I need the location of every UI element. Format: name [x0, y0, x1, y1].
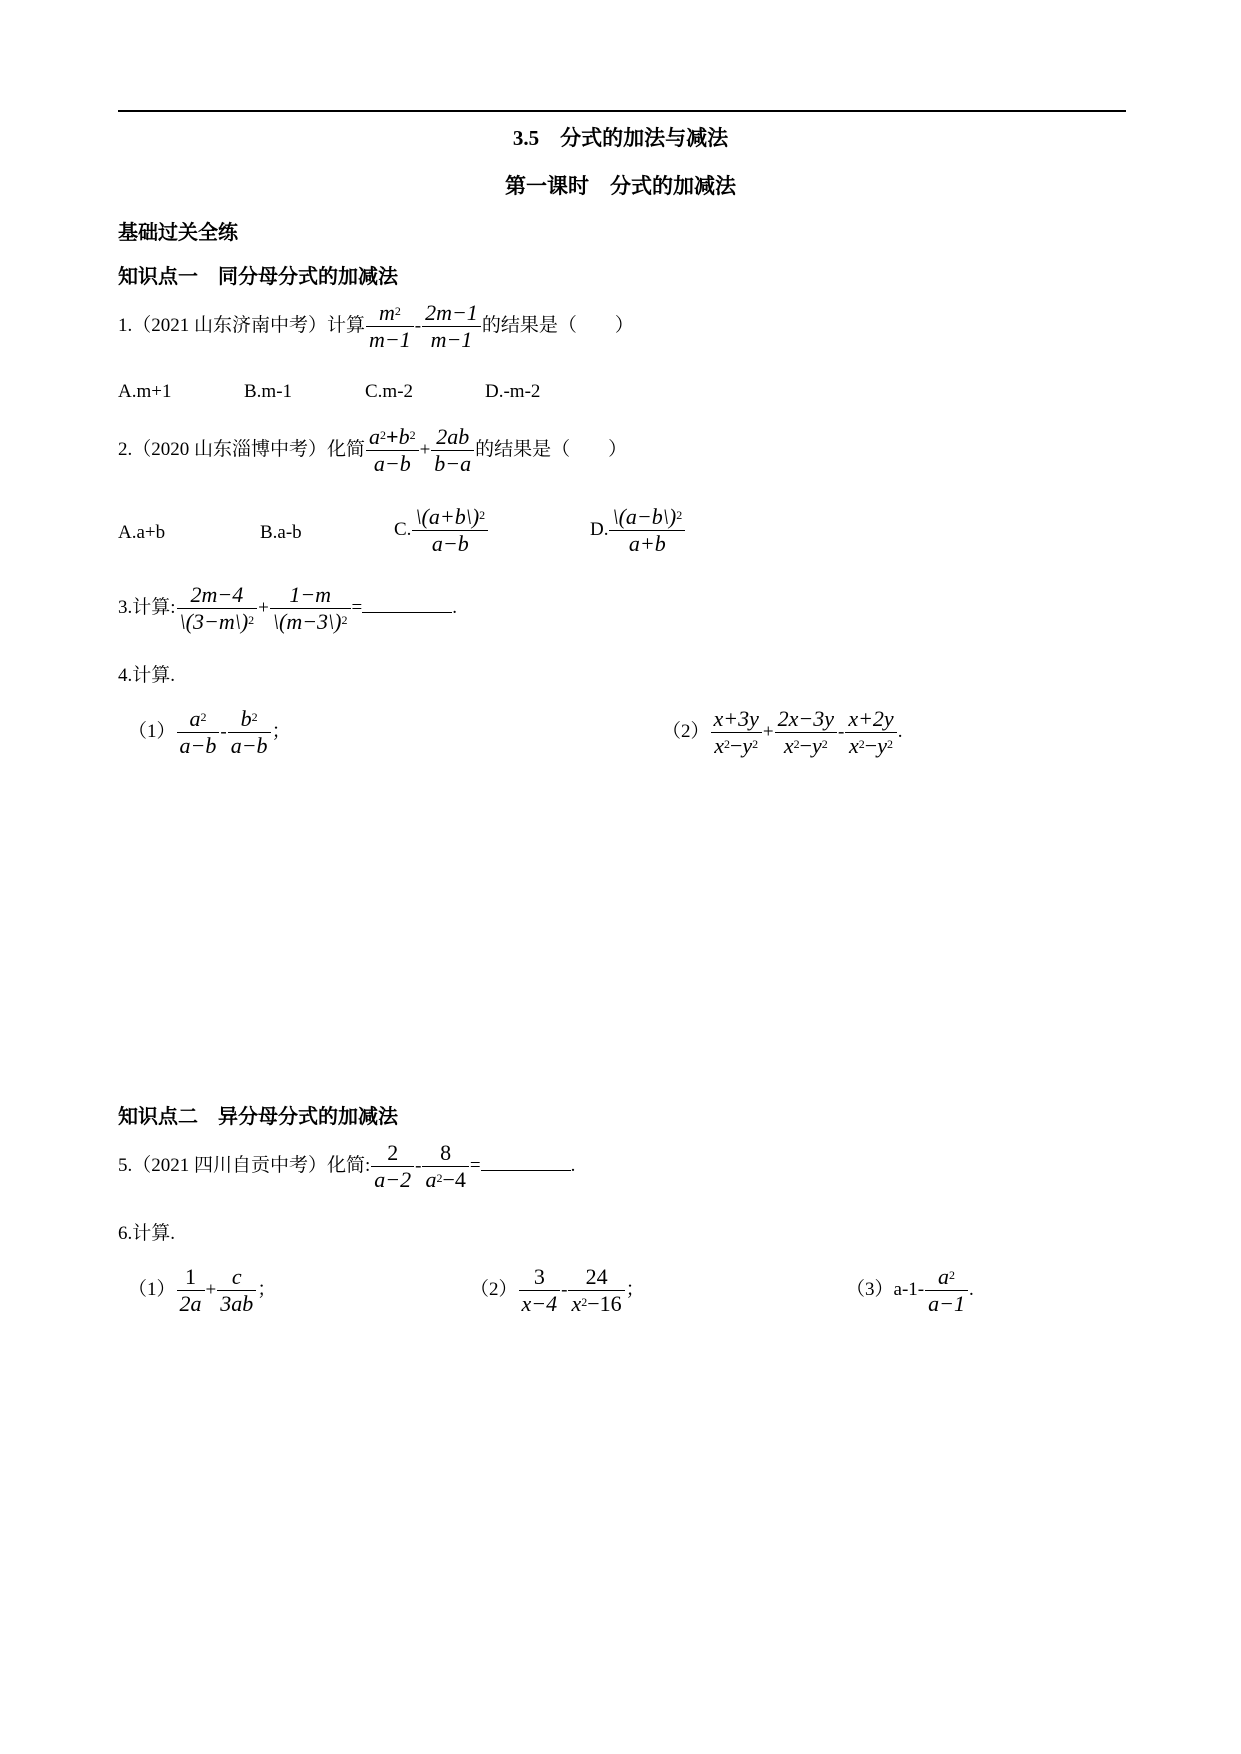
question-2 — [118, 424, 627, 477]
q3-f2-den: \(m−3\) — [272, 609, 342, 634]
q3-f2-num: 1−m — [270, 582, 351, 609]
q4-p2-f3-den-ysup: 2 — [886, 737, 893, 751]
q3-prefix: 3.计算: — [118, 596, 176, 618]
q4-p1-f2-sup: 2 — [251, 710, 258, 724]
q3-f2-den-sup: 2 — [341, 613, 348, 627]
q6-p1-fraction-2 — [217, 1264, 256, 1317]
q5-f2-den-a: a — [425, 1167, 437, 1192]
q6-p1-f1-num: 1 — [177, 1264, 205, 1291]
q4-p2-f2-den-ysup: 2 — [821, 737, 828, 751]
q4-part-1 — [128, 706, 291, 759]
q5-f1-den: a−2 — [374, 1167, 412, 1192]
q4-p1-fraction-1 — [177, 706, 220, 759]
q1-option-b: B.m-1 — [244, 381, 293, 402]
q6-p3-end: . — [968, 1278, 974, 1300]
q4-p2-f1-den-xsup: 2 — [723, 737, 730, 751]
q4-p1-end: ； — [271, 720, 291, 742]
q6-p1-end: ； — [257, 1278, 277, 1300]
q2-prefix: 2.（2020 山东淄博中考）化简 — [118, 438, 366, 460]
q6-p3-lead: a-1- — [893, 1278, 925, 1300]
q1-suffix: 的结果是（ ） — [481, 314, 634, 336]
q4-p2-fraction-1 — [711, 706, 762, 759]
q2-fraction-2 — [431, 424, 474, 477]
q5-prefix: 5.（2021 四川自贡中考）化简: — [118, 1154, 371, 1176]
q2-f1-b: b — [398, 424, 410, 449]
q6-p2-f2-den-rest: −16 — [587, 1291, 622, 1316]
q4-p2-f1-den-minus: − — [729, 733, 743, 758]
q6-p2-op: - — [561, 1279, 568, 1301]
q1-op: - — [414, 315, 422, 337]
q6-p1-f2-den: 3ab — [220, 1291, 254, 1316]
q1-option-a: A.m+1 — [118, 381, 172, 402]
q3-answer-blank[interactable] — [362, 611, 452, 613]
q2-optd-sup: 2 — [676, 508, 683, 522]
q6-p2-fraction-1 — [519, 1264, 561, 1317]
q2-optd-num: \(a−b\) — [612, 504, 677, 529]
q1-fraction-1 — [366, 300, 414, 353]
q2-f1-plus: + — [386, 424, 399, 449]
q6-p1-fraction-1 — [177, 1264, 205, 1317]
q6-p2-f2-den-sup: 2 — [581, 1295, 588, 1309]
q5-f2-num: 8 — [422, 1140, 468, 1167]
q4-p2-f3-den-y: y — [877, 733, 887, 758]
q2-option-c — [394, 504, 489, 557]
q1-option-d: D.-m-2 — [485, 381, 541, 402]
q4-p1-fraction-2 — [228, 706, 271, 759]
q4-p2-f3-den-minus: − — [864, 733, 878, 758]
q3-f1-num: 2m−4 — [177, 582, 258, 609]
q2-optd-fraction — [609, 504, 685, 557]
q4-p2-op2: - — [837, 721, 845, 743]
q6-p1-op: + — [205, 1279, 217, 1301]
q5-f1-num: 2 — [371, 1140, 414, 1167]
q4-p2-fraction-2 — [775, 706, 837, 759]
q2-optc-num: \(a+b\) — [415, 504, 480, 529]
q2-optd-label: D. — [590, 518, 609, 540]
q6-p2-fraction-2 — [568, 1264, 624, 1317]
q3-end: . — [452, 596, 457, 618]
q6-p3-label: （3） — [846, 1278, 894, 1300]
q4-p2-f2-num: 2x−3y — [775, 706, 837, 733]
q5-f2-den-rest: −4 — [442, 1167, 466, 1192]
q2-optc-fraction — [412, 504, 488, 557]
q6-p1-f2-num: c — [217, 1264, 256, 1291]
q3-op: + — [258, 597, 269, 619]
q2-option-a: A.a+b — [118, 522, 166, 543]
q1-f1-den: m−1 — [369, 327, 411, 352]
top-rule — [118, 110, 1126, 112]
q6-p3-num-sup: 2 — [949, 1268, 956, 1282]
q2-f2-num: 2ab — [431, 424, 474, 451]
q4-p2-f2-den-xsup: 2 — [793, 737, 800, 751]
q2-f1-a: a — [369, 424, 381, 449]
q4-p2-f1-den-y: y — [742, 733, 753, 758]
q5-answer-blank[interactable] — [481, 1169, 571, 1171]
q2-f1-den: a−b — [373, 451, 411, 476]
question-1 — [118, 300, 634, 353]
q4-p1-f1-sup: 2 — [200, 710, 207, 724]
q4-p2-f1-den-x: x — [714, 733, 724, 758]
q4-p2-f2-den-minus: − — [799, 733, 812, 758]
q1-fraction-2 — [422, 300, 481, 353]
q4-p2-end: . — [897, 720, 903, 742]
lesson-title: 第一课时 分式的加减法 — [505, 174, 736, 198]
q6-p1-f1-den: 2a — [179, 1291, 202, 1316]
q4-prefix: 4.计算. — [118, 665, 176, 686]
q2-optd-den: a+b — [628, 531, 666, 556]
kp1-heading: 知识点一 同分母分式的加减法 — [118, 266, 398, 288]
q1-f2-num: 2m−1 — [422, 300, 481, 327]
q4-p2-f3-den-x: x — [849, 733, 859, 758]
q1-f1-num: m — [378, 300, 395, 325]
question-5 — [118, 1140, 575, 1193]
q4-p2-f2-den-x: x — [783, 733, 794, 758]
q6-p2-f2-num: 24 — [568, 1264, 624, 1291]
q4-p2-f2-den-y: y — [812, 733, 822, 758]
q6-p3-num: a — [938, 1264, 950, 1289]
q4-p2-label: （2） — [662, 720, 710, 742]
q4-p2-op1: + — [762, 721, 774, 743]
q1-option-c: C.m-2 — [365, 381, 414, 402]
q2-f2-den: b−a — [434, 451, 472, 476]
q6-p3-den: a−1 — [928, 1291, 965, 1316]
question-3 — [118, 582, 457, 635]
q4-part-2 — [662, 706, 902, 759]
q4-p2-f1-num: x+3y — [711, 706, 762, 733]
q4-p1-label: （1） — [128, 720, 176, 742]
q6-p2-f1-num: 3 — [519, 1264, 561, 1291]
q6-p2-label: （2） — [470, 1278, 518, 1300]
q4-p2-f3-num: x+2y — [845, 706, 896, 733]
q5-f2-den-sup: 2 — [436, 1171, 443, 1185]
q6-p1-label: （1） — [128, 1278, 176, 1300]
q5-end: . — [570, 1154, 576, 1176]
q4-p2-fraction-3 — [845, 706, 896, 759]
q6-p2-end: ； — [625, 1278, 645, 1300]
section-title: 3.5 分式的加法与减法 — [512, 126, 729, 150]
q3-f1-den-sup: 2 — [248, 613, 255, 627]
q4-p2-f3-den-xsup: 2 — [858, 737, 865, 751]
q3-fraction-2 — [270, 582, 351, 635]
q5-fraction-1 — [371, 1140, 414, 1193]
q4-p2-f1-den-ysup: 2 — [752, 737, 759, 751]
q2-option-b: B.a-b — [260, 522, 302, 543]
q2-op: + — [419, 439, 431, 461]
q3-equals: = — [351, 596, 363, 618]
q4-p1-f2-num: b — [240, 706, 252, 731]
q2-fraction-1 — [366, 424, 419, 477]
q6-part-1 — [128, 1264, 276, 1317]
q1-f2-den: m−1 — [430, 327, 473, 352]
kp2-heading: 知识点二 异分母分式的加减法 — [118, 1106, 398, 1128]
q6-part-3 — [846, 1264, 974, 1317]
q6-p3-fraction — [925, 1264, 968, 1317]
q2-optc-den: a−b — [431, 531, 469, 556]
q1-f1-sup: 2 — [394, 304, 401, 318]
q6-p2-f1-den: x−4 — [521, 1291, 558, 1316]
q1-prefix: 1.（2021 山东济南中考）计算 — [118, 314, 366, 336]
q3-f1-den: \(3−m\) — [179, 609, 249, 634]
q3-fraction-1 — [177, 582, 258, 635]
q4-p1-f1-den: a−b — [179, 733, 217, 758]
q4-p1-f2-den: a−b — [230, 733, 268, 758]
q5-fraction-2 — [422, 1140, 468, 1193]
q2-suffix: 的结果是（ ） — [475, 438, 628, 460]
practice-label: 基础过关全练 — [118, 222, 238, 244]
q2-f1-b-sup: 2 — [409, 428, 416, 442]
q6-part-2 — [470, 1264, 645, 1317]
q6-p2-f2-den-x: x — [571, 1291, 582, 1316]
q2-optc-sup: 2 — [479, 508, 486, 522]
q4-p1-op: - — [220, 721, 227, 743]
q5-op: - — [415, 1155, 422, 1177]
q5-equals: = — [469, 1154, 481, 1176]
q4-p1-f1-num: a — [189, 706, 201, 731]
q6-prefix: 6.计算. — [118, 1223, 176, 1244]
q2-f1-a-sup: 2 — [380, 428, 387, 442]
q2-option-d — [590, 504, 686, 557]
q2-optc-label: C. — [394, 518, 412, 540]
